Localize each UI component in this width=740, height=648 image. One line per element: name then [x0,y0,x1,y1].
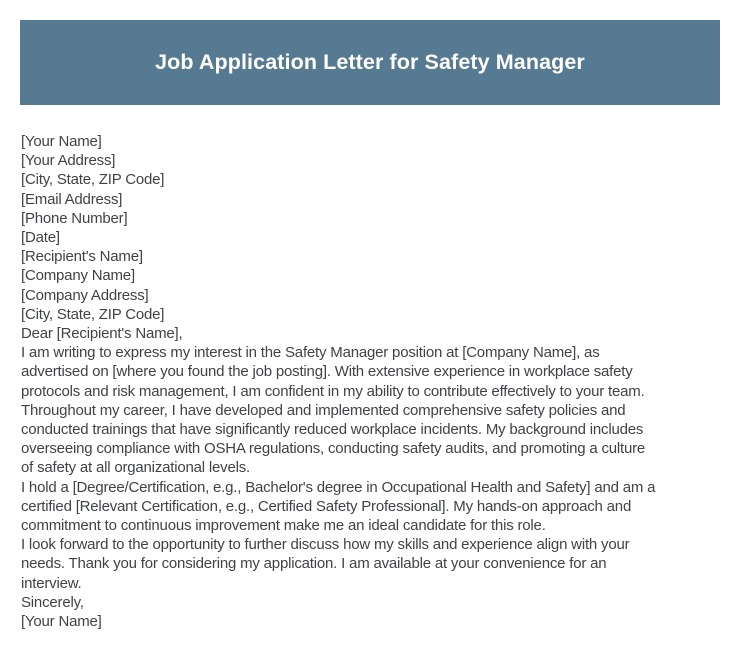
letter-line: [City, State, ZIP Code] [21,305,165,323]
letter-line: Dear [Recipient's Name], [21,325,183,343]
letter-line: advertised on [where you found the job posting]. With extensive experience in workplace safety [21,363,633,381]
letter-line: I hold a [Degree/Certification, e.g., Bachelor's degree in Occupational Health and Safety] and am a [21,478,656,496]
letter-line: [Email Address] [21,190,123,208]
letter-line: [City, State, ZIP Code] [21,171,165,189]
letter-body [21,132,726,631]
letter-line: certified [Relevant Certification, e.g., Certified Safety Professional]. My hands-on approach and [21,497,632,515]
letter-line: commitment to continuous improvement make me an ideal candidate for this role. [21,517,546,535]
letter-line: [Phone Number] [21,209,128,227]
letter-line: overseeing compliance with OSHA regulations, conducting safety audits, and promoting a culture [21,440,646,458]
letter-line: [Your Name] [21,133,102,150]
letter-line: interview. [21,574,82,592]
letter-line: [Recipient's Name] [21,248,143,266]
letter-line: [Your Name] [21,613,102,631]
letter-line: of safety at all organizational levels. [21,459,250,477]
letter-line: I look forward to the opportunity to further discuss how my skills and experience align with your [21,536,630,554]
letter-line: [Your Address] [21,152,116,170]
title-banner [20,20,720,105]
letter-line: protocols and risk management, I am confident in my ability to contribute effectively to your team. [21,382,645,400]
letter-line: [Date] [21,229,60,247]
letter-line: [Company Address] [21,286,149,304]
letter-line: conducted trainings that have significantly reduced workplace incidents. My background includes [21,421,644,439]
page-title: Job Application Letter for Safety Manager [155,50,585,74]
letter-line: I am writing to express my interest in the Safety Manager position at [Company Name], as [21,344,600,362]
letter-line: Sincerely, [21,593,84,611]
letter-line: Throughout my career, I have developed and implemented comprehensive safety policies and [21,401,626,419]
letter-line: needs. Thank you for considering my application. I am available at your convenience for an [21,555,607,573]
letter-line: [Company Name] [21,267,135,285]
